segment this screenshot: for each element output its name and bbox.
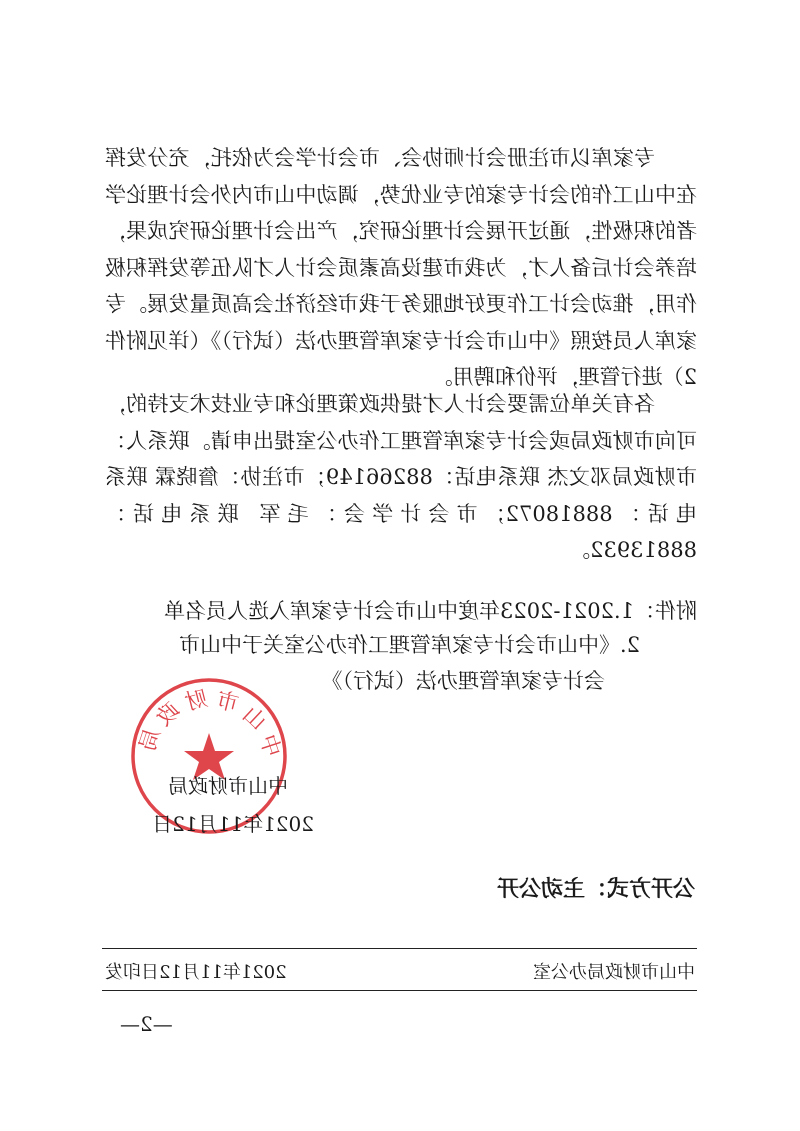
footer-bottom-rule: [102, 990, 697, 991]
page-number: —2—: [120, 1012, 173, 1036]
footer-top-rule: [102, 948, 697, 949]
attachment-line-2: 2.《中山市会计专家库管理工作办公室关于中山市: [178, 633, 640, 657]
seal-text: 中山市财政局: [133, 686, 285, 761]
body-paragraph-1: [105, 140, 697, 396]
paragraph-text: 各有关单位需要会计人才提供政策理论和专业技术支持的，可向市财政局或会计专家库管理工作办公室提出申请。联系人：市财政局邓文杰 联系电话：88266149；市注协：詹晓霖 联系电话：88818072；市会计学会：毛军 联系电话：88813932。: [105, 392, 697, 562]
issuer-name: 中山市财政局: [168, 774, 288, 798]
attachment-line-3: 会计专家库管理办法（试行）》: [321, 669, 605, 693]
issuing-office: 中山市财政局办公室: [533, 962, 695, 983]
paragraph-text: 专家库以市注册会计师协会、市会计学会为依托，充分发挥在中山工作的会计专家的专业优势，调动中山市内外会计理论学者的积极性，通过开展会计理论研究，产出会计理论研究成果，培养会计后备人才，为我市建设高素质会计人才队伍等发挥积极作用，推动会计工作更好地服务于我市经济社会高质量发展。专家库人员按照《中山市会计专家库管理办法（试行）》（详见附件2）进行管理，评价和聘用。: [105, 146, 697, 389]
body-paragraph-2: [105, 386, 697, 569]
print-date: 2021年11月12日印发: [105, 962, 287, 983]
disclosure-method: 公开方式：主动公开: [496, 877, 695, 902]
attachment-line-1: 附件：1.2021-2023年度中山市会计专家库入选人员名单: [163, 599, 697, 623]
issue-date: 2021年11月12日: [152, 812, 314, 836]
